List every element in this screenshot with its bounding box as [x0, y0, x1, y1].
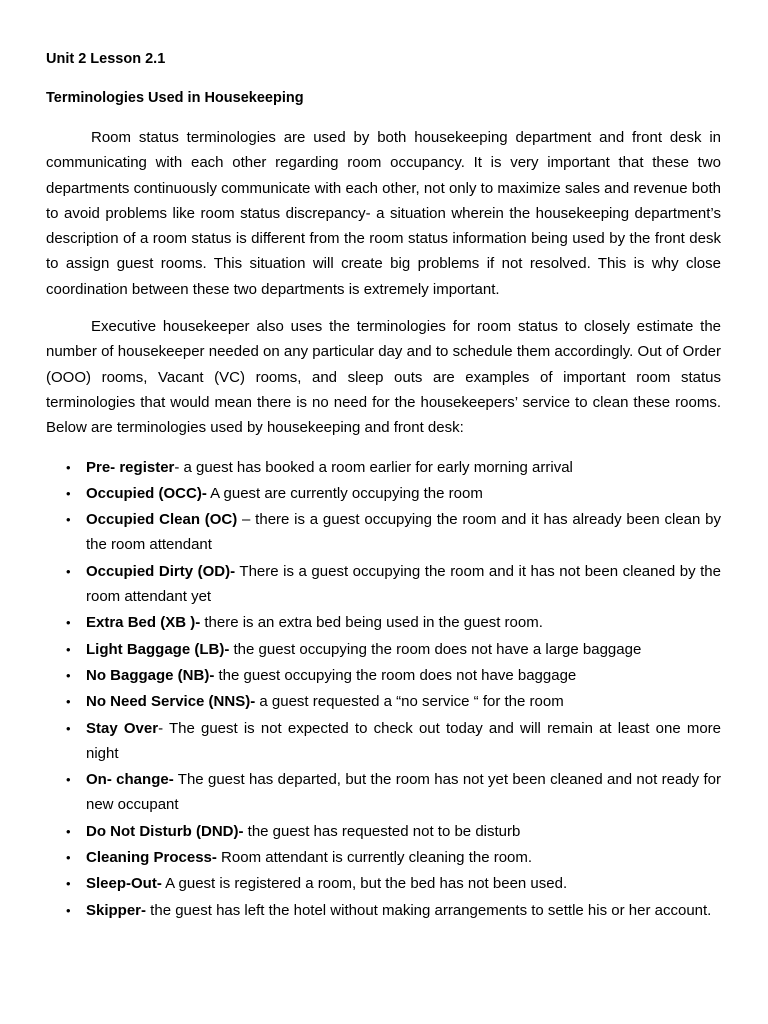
term-name: Occupied Dirty (OD)- [86, 562, 236, 580]
list-item [46, 455, 721, 480]
bullet-icon: • [66, 667, 71, 683]
list-item [46, 481, 721, 506]
list-item [46, 845, 721, 870]
bullet-icon: • [66, 459, 71, 475]
term-name: Extra Bed (XB )- [86, 614, 201, 632]
bullet-icon: • [66, 876, 71, 892]
term-definition: the guest has requested not to be disturb [243, 822, 521, 840]
term-name: Skipper- [86, 901, 147, 919]
term-name: Do Not Disturb (DND)- [86, 822, 244, 840]
list-item [46, 507, 721, 558]
terminology-list [46, 455, 721, 923]
document-title: Terminologies Used in Housekeeping [46, 90, 304, 106]
list-item [46, 637, 721, 662]
bullet-icon: • [66, 615, 71, 631]
list-item [46, 559, 721, 610]
term-name: No Need Service (NNS)- [86, 693, 256, 711]
bullet-icon: • [66, 720, 71, 736]
bullet-icon: • [66, 485, 71, 501]
term-definition: Room attendant is currently cleaning the room. [216, 849, 533, 867]
term-definition: - The guest is not expected to check out today and will remain at least one more night [86, 719, 722, 762]
term-name: On- change- [86, 771, 174, 789]
term-definition: - a guest has booked a room earlier for early morning arrival [174, 458, 573, 476]
list-item [46, 898, 721, 923]
term-definition: there is an extra bed being used in the guest room. [200, 614, 543, 632]
list-item [46, 663, 721, 688]
term-definition: a guest requested a “no service “ for the room [255, 693, 564, 711]
intro-paragraph: Room status terminologies are used by both housekeeping department and front desk in communicating with each other regarding room occupancy. It is very important that these two departments continuously communicate with each other, not only to maximize sales and revenue both to avoid problems like room status discrepancy- a situation wherein the housekeeping department’s description of a room status is different from the room status information being used by the front desk to assign guest rooms. This situation will create big problems if not resolved. This is why close coordination between these two departments is extremely important. [46, 129, 721, 298]
list-item [46, 819, 721, 844]
bullet-icon: • [66, 512, 71, 528]
term-definition: the guest occupying the room does not have baggage [214, 666, 577, 684]
bullet-icon: • [66, 823, 71, 839]
list-item [46, 610, 721, 635]
bullet-icon: • [66, 850, 71, 866]
unit-heading: Unit 2 Lesson 2.1 [46, 51, 166, 67]
list-item [46, 767, 721, 818]
executive-housekeeper-paragraph: Executive housekeeper also uses the terminologies for room status to closely estimate the number of housekeeper needed on any particular day and to schedule them accordingly. Out of Order (OOO) rooms, Vacant (VC) rooms, and sleep outs are examples of important room status terminologies that would mean there is no need for the housekeepers’ service to clean these rooms. Below are terminologies used by housekeeping and front desk: [46, 318, 721, 437]
term-definition: The guest has departed, but the room has not yet been cleaned and not ready for new occupant [86, 771, 721, 814]
term-name: Occupied (OCC)- [86, 484, 207, 502]
term-name: Cleaning Process- [86, 849, 217, 867]
term-name: Sleep-Out- [86, 875, 162, 893]
term-definition: the guest occupying the room does not have a large baggage [229, 640, 642, 658]
bullet-icon: • [66, 641, 71, 657]
list-item [46, 716, 721, 767]
term-name: Occupied Clean (OC) [86, 511, 238, 529]
list-item [46, 871, 721, 896]
term-name: Stay Over [86, 719, 159, 737]
list-item [46, 689, 721, 714]
term-definition: A guest is registered a room, but the bed has not been used. [161, 875, 568, 893]
term-definition: There is a guest occupying the room and it has not been cleaned by the room attendant yet [86, 562, 721, 606]
bullet-icon: • [66, 772, 71, 788]
term-name: No Baggage (NB)- [86, 666, 215, 684]
term-name: Pre- register [86, 458, 175, 476]
bullet-icon: • [66, 694, 71, 710]
term-definition: – there is a guest occupying the room and it has already been clean by the room attendant [86, 511, 721, 554]
bullet-icon: • [66, 902, 71, 918]
term-definition: A guest are currently occupying the room [206, 484, 483, 502]
bullet-icon: • [66, 563, 71, 579]
term-name: Light Baggage (LB)- [86, 640, 230, 658]
term-definition: the guest has left the hotel without making arrangements to settle his or her account. [146, 901, 712, 919]
